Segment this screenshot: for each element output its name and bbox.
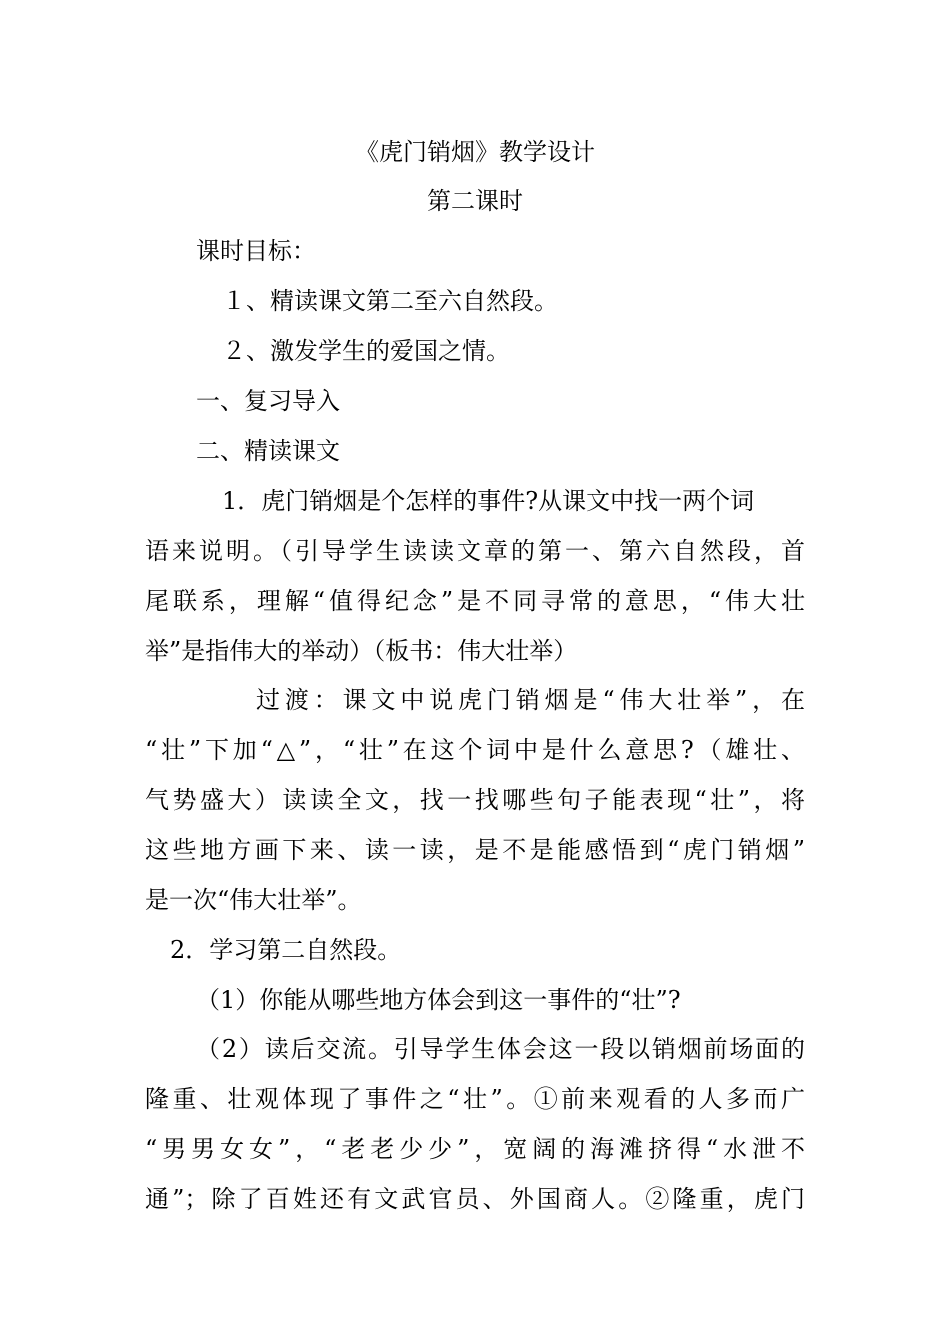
document-subtitle: 第二课时 [427,187,523,215]
section-heading-objectives: 课时目标： [196,237,316,265]
objective-item: ２、激发学生的爱国之情。 [222,337,510,365]
paragraph-line: 通”；除了百姓还有文武官员、外国商人。②隆重，虎门 [145,1185,805,1213]
paragraph-line: 语来说明。（引导学生读读文章的第一、第六自然段，首 [145,537,805,565]
section-heading-paragraph-two: 2．学习第二自然段。 [170,936,402,964]
paragraph-line: （2）读后交流。引导学生体会这一段以销烟前场面的 [196,1035,805,1063]
section-heading-reading: 二、精读课文 [196,437,340,465]
paragraph-line: 这些地方画下来、读一读，是不是能感悟到“虎门销烟” [145,836,805,864]
objective-item: １、精读课文第二至六自然段。 [222,287,558,315]
question-item: （1）你能从哪些地方体会到这一事件的“壮”? [196,986,681,1014]
paragraph-line: 是一次“伟大壮举”。 [145,886,362,914]
paragraph-line: 尾联系，理解“值得纪念”是不同寻常的意思，“伟大壮 [145,587,805,615]
document-title: 《虎门销烟》教学设计 [355,138,595,166]
paragraph-line: 隆重、壮观体现了事件之“壮”。①前来观看的人多而广 [145,1085,805,1113]
paragraph-line: 1．虎门销烟是个怎样的事件?从课文中找一两个词 [222,487,755,515]
paragraph-line: “壮”下加“△”，“壮”在这个词中是什么意思?（雄壮、 [145,736,805,764]
section-heading-review: 一、复习导入 [196,387,340,415]
paragraph-line: “男男女女”，“老老少少”，宽阔的海滩挤得“水泄不 [145,1135,805,1163]
paragraph-line: 气势盛大）读读全文，找一找哪些句子能表现“壮”，将 [145,786,805,814]
paragraph-line: 举”是指伟大的举动）（板书：伟大壮举） [145,637,578,665]
paragraph-line: 过渡：课文中说虎门销烟是“伟大壮举”，在 [256,686,805,714]
